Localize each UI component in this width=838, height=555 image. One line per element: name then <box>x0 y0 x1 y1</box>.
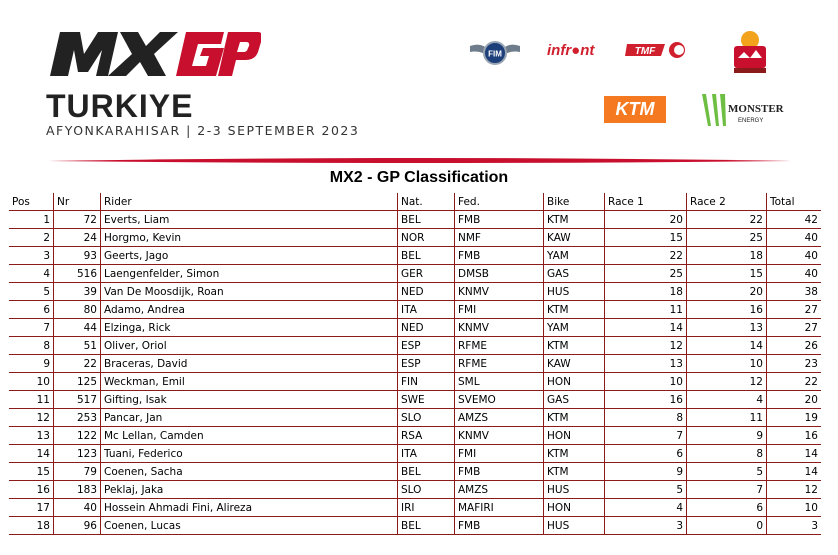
cell-nat: ITA <box>397 445 454 463</box>
cell-nat: GER <box>397 265 454 283</box>
cell-nr: 122 <box>53 427 100 445</box>
cell-pos: 12 <box>9 409 53 427</box>
cell-bike: GAS <box>543 265 604 283</box>
fim-logo <box>468 40 522 66</box>
cell-total: 38 <box>766 283 821 301</box>
cell-nat: SLO <box>397 409 454 427</box>
cell-nat: ITA <box>397 301 454 319</box>
header-pos: Pos <box>9 193 53 211</box>
cell-race2: 20 <box>686 283 766 301</box>
cell-fed: DMSB <box>454 265 543 283</box>
cell-rider: Gifting, Isak <box>100 391 397 409</box>
cell-total: 27 <box>766 319 821 337</box>
ktm-logo: KTM <box>604 96 666 123</box>
cell-bike: KTM <box>543 409 604 427</box>
cell-nr: 93 <box>53 247 100 265</box>
cell-bike: HUS <box>543 283 604 301</box>
cell-fed: FMI <box>454 445 543 463</box>
cell-pos: 11 <box>9 391 53 409</box>
cell-rider: Mc Lellan, Camden <box>100 427 397 445</box>
svg-text:ENERGY: ENERGY <box>738 118 764 124</box>
cell-fed: RFME <box>454 337 543 355</box>
cell-bike: KAW <box>543 355 604 373</box>
cell-bike: KAW <box>543 229 604 247</box>
table-row <box>9 391 821 409</box>
cell-bike: YAM <box>543 319 604 337</box>
cell-race2: 18 <box>686 247 766 265</box>
cell-bike: KTM <box>543 445 604 463</box>
cell-bike: YAM <box>543 247 604 265</box>
cell-fed: FMB <box>454 463 543 481</box>
cell-race1: 6 <box>604 445 686 463</box>
cell-race2: 0 <box>686 517 766 535</box>
cell-race2: 10 <box>686 355 766 373</box>
table-body <box>9 211 821 535</box>
header-fed: Fed. <box>454 193 543 211</box>
mxgp-logo <box>46 24 261 80</box>
header-race2: Race 2 <box>686 193 766 211</box>
header-nat: Nat. <box>397 193 454 211</box>
cell-nat: BEL <box>397 247 454 265</box>
cell-nat: BEL <box>397 463 454 481</box>
cell-race1: 4 <box>604 499 686 517</box>
cell-race2: 9 <box>686 427 766 445</box>
cell-bike: HUS <box>543 481 604 499</box>
table-row <box>9 211 821 229</box>
header-bike: Bike <box>543 193 604 211</box>
cell-race1: 14 <box>604 319 686 337</box>
cell-nr: 72 <box>53 211 100 229</box>
cell-fed: KNMV <box>454 427 543 445</box>
cell-nat: ESP <box>397 337 454 355</box>
cell-nr: 517 <box>53 391 100 409</box>
header-divider <box>48 157 792 165</box>
cell-total: 20 <box>766 391 821 409</box>
cell-total: 14 <box>766 445 821 463</box>
table-row <box>9 265 821 283</box>
cell-pos: 7 <box>9 319 53 337</box>
cell-race2: 15 <box>686 265 766 283</box>
cell-rider: Pancar, Jan <box>100 409 397 427</box>
cell-nr: 80 <box>53 301 100 319</box>
cell-pos: 6 <box>9 301 53 319</box>
table-row <box>9 499 821 517</box>
monster-energy-logo <box>698 90 786 130</box>
cell-total: 19 <box>766 409 821 427</box>
cell-total: 3 <box>766 517 821 535</box>
cell-rider: Tuani, Federico <box>100 445 397 463</box>
cell-nat: IRI <box>397 499 454 517</box>
cell-total: 16 <box>766 427 821 445</box>
cell-rider: Elzinga, Rick <box>100 319 397 337</box>
cell-nr: 183 <box>53 481 100 499</box>
cell-race1: 18 <box>604 283 686 301</box>
cell-pos: 5 <box>9 283 53 301</box>
cell-rider: Hossein Ahmadi Fini, Alireza <box>100 499 397 517</box>
cell-rider: Peklaj, Jaka <box>100 481 397 499</box>
table-header-row <box>9 193 821 211</box>
header-rider: Rider <box>100 193 397 211</box>
cell-fed: MAFIRI <box>454 499 543 517</box>
infront-logo: infr●nt <box>547 42 595 59</box>
cell-nat: RSA <box>397 427 454 445</box>
cell-total: 23 <box>766 355 821 373</box>
svg-text:FIM: FIM <box>488 49 502 59</box>
cell-pos: 8 <box>9 337 53 355</box>
cell-fed: AMZS <box>454 409 543 427</box>
cell-pos: 4 <box>9 265 53 283</box>
event-subtitle: AFYONKARAHISAR | 2-3 SEPTEMBER 2023 <box>46 123 360 138</box>
cell-rider: Coenen, Sacha <box>100 463 397 481</box>
cell-pos: 14 <box>9 445 53 463</box>
cell-race1: 5 <box>604 481 686 499</box>
cell-nr: 96 <box>53 517 100 535</box>
cell-pos: 16 <box>9 481 53 499</box>
cell-pos: 3 <box>9 247 53 265</box>
cell-nat: NOR <box>397 229 454 247</box>
cell-total: 40 <box>766 229 821 247</box>
cell-race2: 14 <box>686 337 766 355</box>
cell-race1: 22 <box>604 247 686 265</box>
cell-pos: 10 <box>9 373 53 391</box>
cell-nr: 51 <box>53 337 100 355</box>
svg-text:MONSTER: MONSTER <box>728 103 784 115</box>
cell-nr: 125 <box>53 373 100 391</box>
cell-nr: 516 <box>53 265 100 283</box>
event-name: TURKIYE <box>46 88 194 124</box>
cell-total: 27 <box>766 301 821 319</box>
table-row <box>9 319 821 337</box>
cell-rider: Laengenfelder, Simon <box>100 265 397 283</box>
cell-nat: SLO <box>397 481 454 499</box>
cell-pos: 9 <box>9 355 53 373</box>
cell-bike: HON <box>543 427 604 445</box>
table-row <box>9 301 821 319</box>
header-race1: Race 1 <box>604 193 686 211</box>
cell-fed: KNMV <box>454 319 543 337</box>
table-row <box>9 355 821 373</box>
cell-race1: 16 <box>604 391 686 409</box>
table-row <box>9 337 821 355</box>
header-total: Total <box>766 193 821 211</box>
cell-nr: 22 <box>53 355 100 373</box>
cell-rider: Adamo, Andrea <box>100 301 397 319</box>
page-title: MX2 - GP Classification <box>329 169 509 186</box>
cell-race2: 6 <box>686 499 766 517</box>
cell-bike: KTM <box>543 337 604 355</box>
cell-race1: 10 <box>604 373 686 391</box>
cell-fed: FMI <box>454 301 543 319</box>
cell-race2: 22 <box>686 211 766 229</box>
cell-race2: 16 <box>686 301 766 319</box>
cell-race1: 7 <box>604 427 686 445</box>
cell-race2: 11 <box>686 409 766 427</box>
cell-fed: FMB <box>454 211 543 229</box>
table-row <box>9 409 821 427</box>
cell-rider: Coenen, Lucas <box>100 517 397 535</box>
cell-rider: Horgmo, Kevin <box>100 229 397 247</box>
cell-rider: Van De Moosdijk, Roan <box>100 283 397 301</box>
svg-text:TMF: TMF <box>634 46 656 57</box>
cell-race1: 3 <box>604 517 686 535</box>
cell-bike: KTM <box>543 211 604 229</box>
cell-total: 42 <box>766 211 821 229</box>
cell-pos: 2 <box>9 229 53 247</box>
cell-race2: 13 <box>686 319 766 337</box>
classification-table <box>9 193 821 535</box>
cell-nat: FIN <box>397 373 454 391</box>
cell-nat: NED <box>397 283 454 301</box>
table-row <box>9 373 821 391</box>
cell-pos: 1 <box>9 211 53 229</box>
turkey-event-logo <box>730 28 770 76</box>
cell-pos: 17 <box>9 499 53 517</box>
cell-nr: 253 <box>53 409 100 427</box>
cell-race1: 20 <box>604 211 686 229</box>
cell-nr: 44 <box>53 319 100 337</box>
cell-fed: FMB <box>454 517 543 535</box>
table-row <box>9 283 821 301</box>
cell-fed: SML <box>454 373 543 391</box>
cell-nr: 123 <box>53 445 100 463</box>
cell-nat: ESP <box>397 355 454 373</box>
cell-bike: GAS <box>543 391 604 409</box>
table-row <box>9 445 821 463</box>
cell-rider: Geerts, Jago <box>100 247 397 265</box>
cell-fed: AMZS <box>454 481 543 499</box>
cell-race1: 11 <box>604 301 686 319</box>
cell-pos: 15 <box>9 463 53 481</box>
cell-total: 40 <box>766 247 821 265</box>
cell-nat: NED <box>397 319 454 337</box>
page-header <box>0 0 838 168</box>
cell-race1: 15 <box>604 229 686 247</box>
cell-bike: HUS <box>543 517 604 535</box>
cell-race2: 25 <box>686 229 766 247</box>
cell-bike: HON <box>543 373 604 391</box>
cell-rider: Braceras, David <box>100 355 397 373</box>
cell-total: 10 <box>766 499 821 517</box>
cell-nat: BEL <box>397 517 454 535</box>
cell-total: 40 <box>766 265 821 283</box>
table-row <box>9 247 821 265</box>
cell-race2: 5 <box>686 463 766 481</box>
table-row <box>9 481 821 499</box>
cell-race2: 7 <box>686 481 766 499</box>
tmf-logo <box>625 40 687 60</box>
cell-race2: 12 <box>686 373 766 391</box>
cell-nr: 79 <box>53 463 100 481</box>
cell-rider: Weckman, Emil <box>100 373 397 391</box>
cell-total: 14 <box>766 463 821 481</box>
cell-rider: Everts, Liam <box>100 211 397 229</box>
cell-fed: KNMV <box>454 283 543 301</box>
cell-race1: 12 <box>604 337 686 355</box>
cell-nat: SWE <box>397 391 454 409</box>
cell-nr: 39 <box>53 283 100 301</box>
header-nr: Nr <box>53 193 100 211</box>
cell-bike: KTM <box>543 301 604 319</box>
cell-race1: 9 <box>604 463 686 481</box>
table-row <box>9 517 821 535</box>
cell-race1: 13 <box>604 355 686 373</box>
cell-pos: 18 <box>9 517 53 535</box>
cell-bike: HON <box>543 499 604 517</box>
cell-race1: 25 <box>604 265 686 283</box>
cell-nr: 40 <box>53 499 100 517</box>
table-row <box>9 229 821 247</box>
cell-race2: 4 <box>686 391 766 409</box>
cell-nat: BEL <box>397 211 454 229</box>
cell-total: 22 <box>766 373 821 391</box>
cell-fed: SVEMO <box>454 391 543 409</box>
cell-race1: 8 <box>604 409 686 427</box>
cell-race2: 8 <box>686 445 766 463</box>
cell-fed: RFME <box>454 355 543 373</box>
cell-nr: 24 <box>53 229 100 247</box>
table-row <box>9 463 821 481</box>
cell-rider: Oliver, Oriol <box>100 337 397 355</box>
cell-total: 26 <box>766 337 821 355</box>
cell-fed: NMF <box>454 229 543 247</box>
cell-bike: KTM <box>543 463 604 481</box>
cell-total: 12 <box>766 481 821 499</box>
cell-fed: FMB <box>454 247 543 265</box>
table-row <box>9 427 821 445</box>
cell-pos: 13 <box>9 427 53 445</box>
